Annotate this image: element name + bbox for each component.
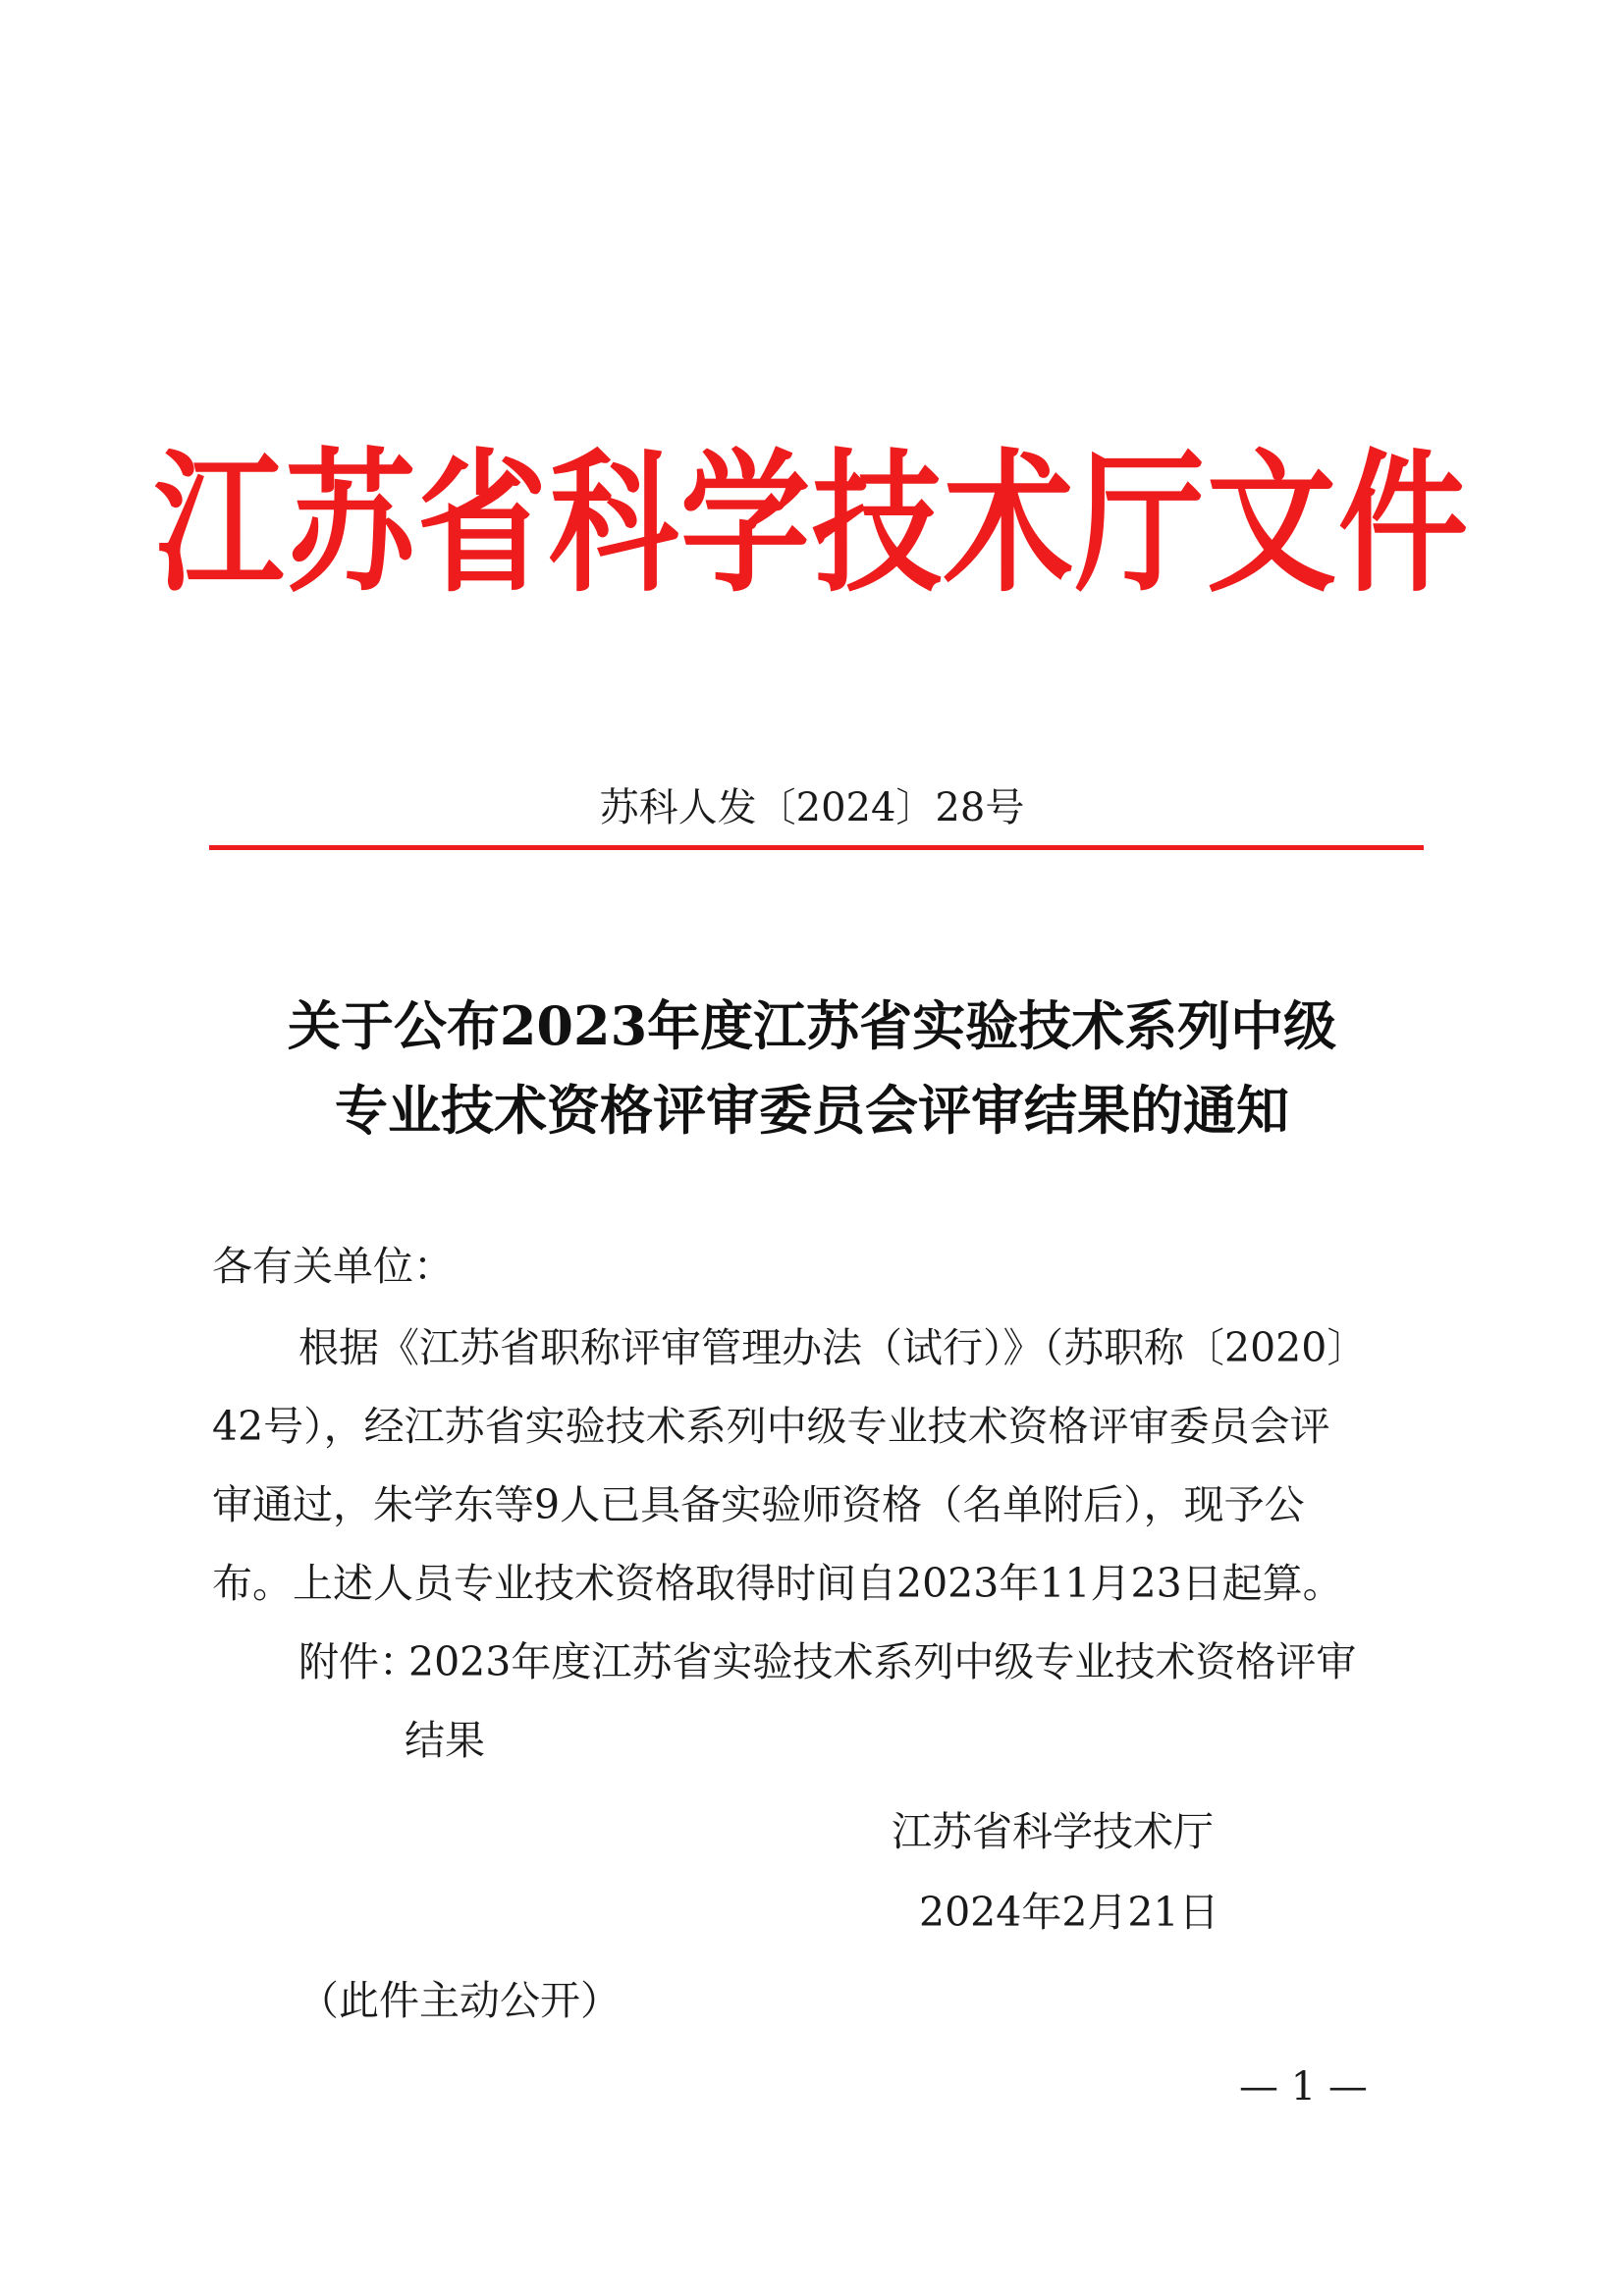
- notice-title-line-2: 专业技术资格评审委员会评审结果的通知: [335, 1079, 1289, 1142]
- attachment-title-line-1: 2023年度江苏省实验技术系列中级专业技术资格评审: [408, 1638, 1357, 1685]
- disclosure-note: （此件主动公开）: [298, 1977, 621, 2024]
- masthead-title: 江苏省科学技术厅文件: [154, 435, 1470, 614]
- salutation: 各有关单位：: [212, 1243, 454, 1290]
- issuer-signature: 江苏省科学技术厅: [892, 1808, 1214, 1855]
- paragraph-line-2: 42号），经江苏省实验技术系列中级专业技术资格评审委员会评: [212, 1403, 1330, 1450]
- document-number: 苏科人发〔2024〕28号: [599, 785, 1025, 830]
- paragraph-line-3: 审通过，朱学东等9人已具备实验师资格（名单附后），现予公: [212, 1481, 1305, 1528]
- issue-date: 2024年2月21日: [919, 1889, 1219, 1936]
- notice-title: [0, 984, 1624, 1152]
- notice-title-line-1: 关于公布2023年度江苏省实验技术系列中级: [287, 994, 1337, 1057]
- paragraph-line-1: 根据《江苏省职称评审管理办法（试行）》（苏职称〔2020〕: [298, 1324, 1368, 1371]
- paragraph-line-4: 布。上述人员专业技术资格取得时间自2023年11月23日起算。: [212, 1560, 1343, 1607]
- red-divider: [209, 845, 1424, 850]
- page-number: — 1 —: [1239, 2064, 1368, 2109]
- attachment-title-line-2: 结果: [405, 1717, 485, 1764]
- attachment-label: 附件：: [298, 1638, 419, 1685]
